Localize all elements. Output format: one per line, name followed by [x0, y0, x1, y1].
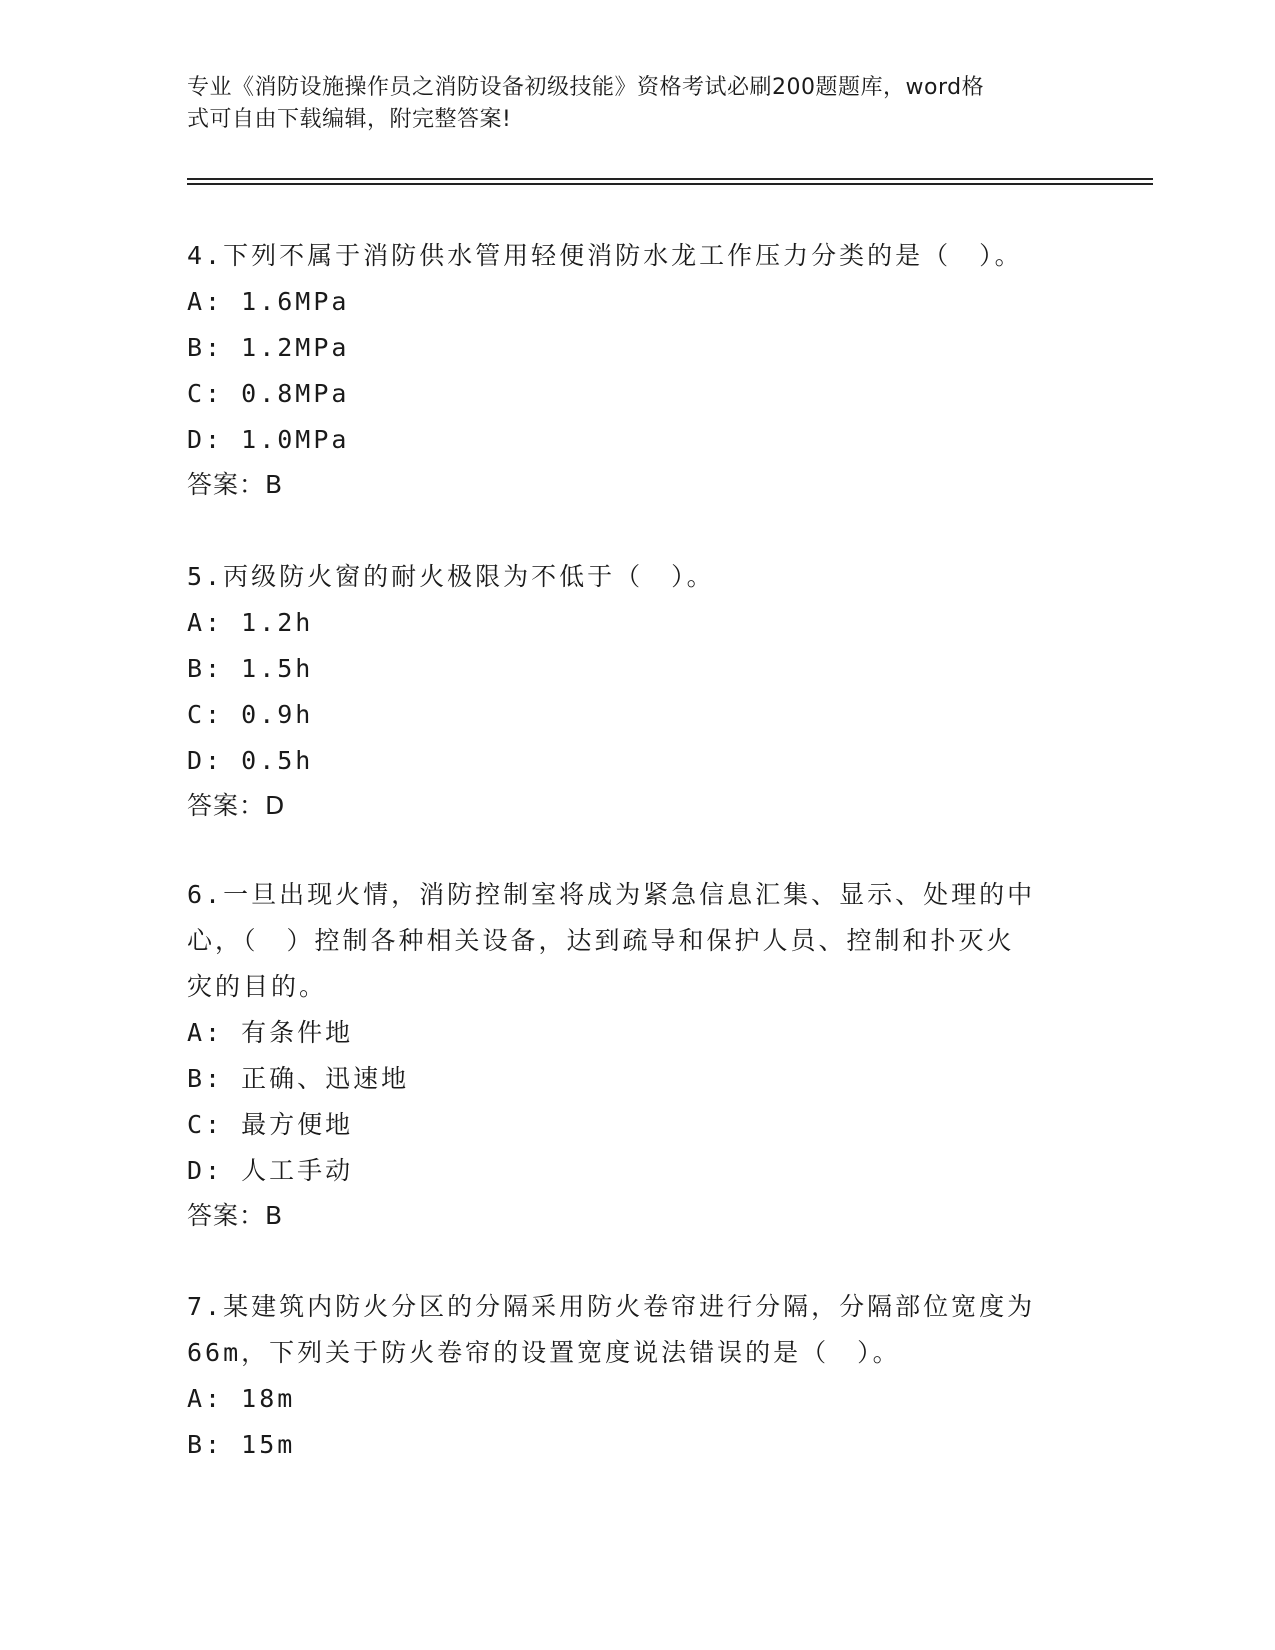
option-c: C: 0.9h: [187, 700, 314, 729]
option-b: B: 1.5h: [187, 654, 314, 683]
question-stem: 4.下列不属于消防供水管用轻便消防水龙工作压力分类的是（ ）。: [187, 241, 1023, 270]
option-d: D: 1.0MPa: [187, 425, 350, 454]
option-b: B: 1.2MPa: [187, 333, 350, 362]
question-6: [187, 872, 1067, 1238]
document-header: [187, 72, 1067, 136]
header-divider-top: [187, 178, 1153, 180]
question-4: [187, 233, 1067, 507]
header-line-1: 专业《消防设施操作员之消防设备初级技能》资格考试必刷200题题库，word格: [187, 75, 985, 100]
question-stem-line-2: 心，（ ）控制各种相关设备，达到疏导和保护人员、控制和扑灭火: [187, 926, 1015, 955]
option-a: A: 18m: [187, 1384, 296, 1413]
question-7: [187, 1284, 1067, 1468]
answer-line: 答案：D: [187, 791, 286, 820]
option-b: B: 正确、迅速地: [187, 1064, 410, 1093]
option-a: A: 1.6MPa: [187, 287, 350, 316]
header-line-2: 式可自由下载编辑，附完整答案!: [187, 107, 512, 132]
question-stem: 5.丙级防火窗的耐火极限为不低于（ ）。: [187, 562, 715, 591]
option-c: C: 最方便地: [187, 1110, 354, 1139]
option-d: D: 人工手动: [187, 1156, 354, 1185]
answer-line: 答案：B: [187, 470, 284, 499]
question-stem-line-3: 灾的目的。: [187, 972, 328, 1001]
option-a: A: 1.2h: [187, 608, 314, 637]
question-stem-line-2: 66m，下列关于防火卷帘的设置宽度说法错误的是（ ）。: [187, 1338, 901, 1367]
answer-line: 答案：B: [187, 1201, 284, 1230]
question-stem-line-1: 6.一旦出现火情，消防控制室将成为紧急信息汇集、显示、处理的中: [187, 880, 1036, 909]
option-b: B: 15m: [187, 1430, 296, 1459]
option-c: C: 0.8MPa: [187, 379, 350, 408]
header-divider-bottom: [187, 183, 1153, 185]
question-stem-line-1: 7.某建筑内防火分区的分隔采用防火卷帘进行分隔，分隔部位宽度为: [187, 1292, 1036, 1321]
option-a: A: 有条件地: [187, 1018, 354, 1047]
option-d: D: 0.5h: [187, 746, 314, 775]
question-5: [187, 554, 1067, 828]
